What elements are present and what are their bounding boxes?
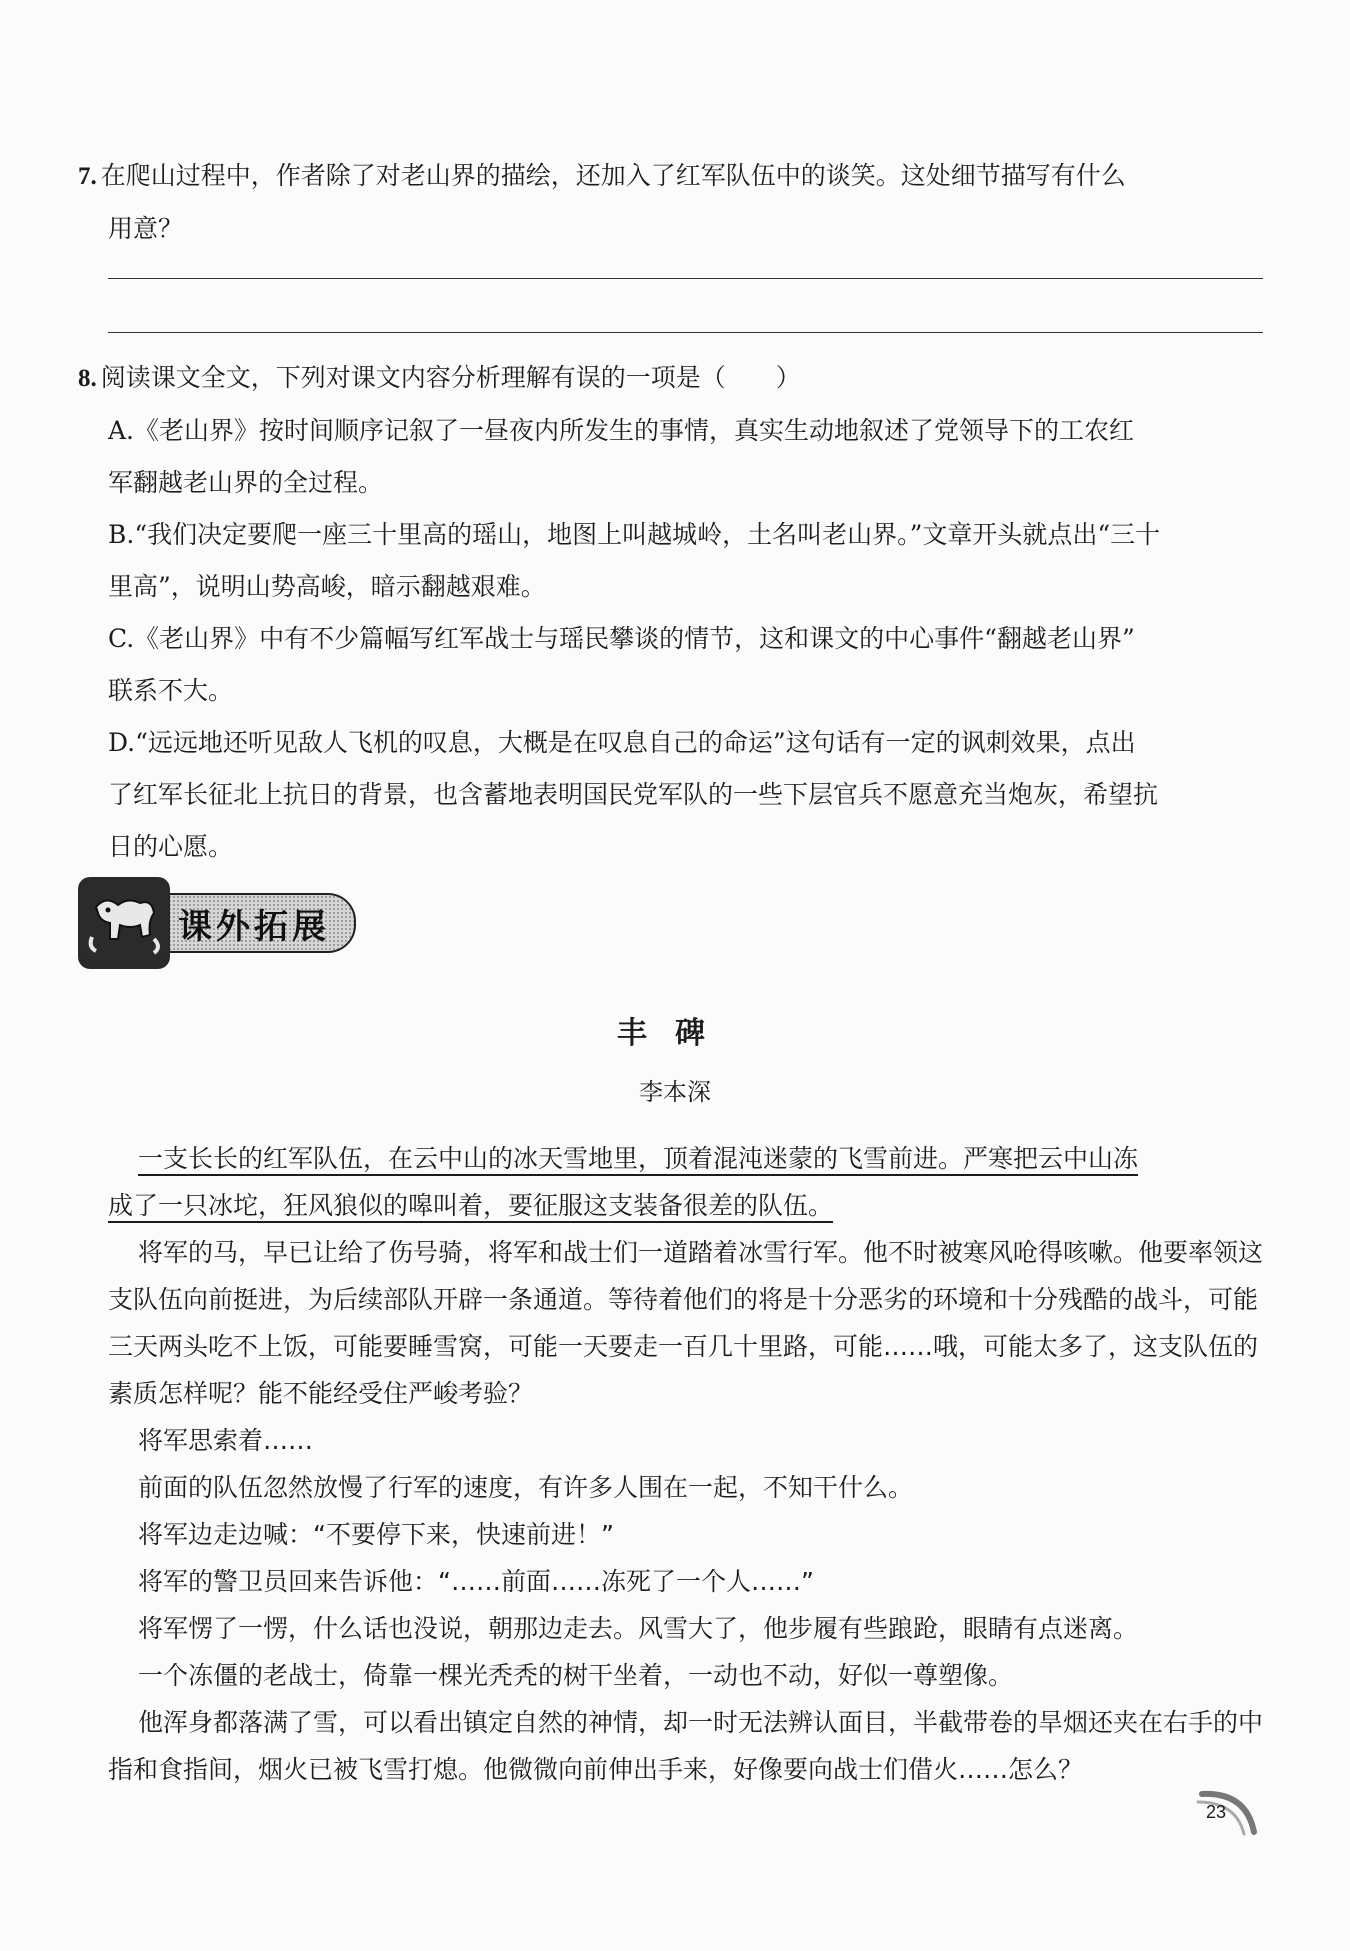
question-8-number: 8. xyxy=(78,365,97,392)
question-7-text-line1: 在爬山过程中，作者除了对老山界的描绘，还加入了红军队伍中的谈笑。这处细节描写有什么 xyxy=(100,161,1126,190)
paragraph-4: 前面的队伍忽然放慢了行军的速度，有许多人围在一起，不知干什么。 xyxy=(138,1473,914,1502)
answer-line-1[interactable] xyxy=(108,278,1263,279)
option-c-line1: C.《老山界》中有不少篇幅写红军战士与瑶民攀谈的情节，这和课文的中心事件“翻越老山界” xyxy=(108,624,1135,653)
option-d[interactable] xyxy=(78,717,1263,873)
question-7-text-line2: 用意？ xyxy=(108,214,184,243)
ox-seal-icon xyxy=(78,877,170,969)
question-8 xyxy=(78,352,1263,873)
option-d-line3: 日的心愿。 xyxy=(108,832,234,861)
question-8-stem: 阅读课文全文，下列对课文内容分析理解有误的一项是（ ） xyxy=(100,363,801,392)
paragraph-1 xyxy=(108,1135,1263,1182)
question-7 xyxy=(78,150,1263,255)
option-a-line2: 军翻越老山界的全过程。 xyxy=(108,468,384,497)
option-b[interactable] xyxy=(78,509,1263,613)
page-number: 23 xyxy=(1206,1802,1227,1822)
paragraph-8: 一个冻僵的老战士，倚靠一棵光秃秃的树干坐着，一动也不动，好似一尊塑像。 xyxy=(138,1661,1014,1690)
paragraph-9: 他浑身都落满了雪，可以看出镇定自然的神情，却一时无法辨认面目，半截带卷的旱烟还夹在右手的中指和食指间，烟火已被飞雪打熄。他微微向前伸出手来，好像要向战士们借火……怎么？ xyxy=(108,1708,1264,1784)
page-number-area xyxy=(1196,1788,1266,1838)
paragraph-6: 将军的警卫员回来告诉他：“……前面……冻死了一个人……” xyxy=(138,1567,814,1596)
paragraph-3: 将军思索着…… xyxy=(138,1426,314,1455)
paragraph-5: 将军边走边喊：“不要停下来，快速前进！” xyxy=(138,1520,614,1549)
option-c-line2: 联系不大。 xyxy=(108,676,234,705)
section-label: 课外拓展 xyxy=(178,907,330,947)
question-7-number: 7. xyxy=(78,163,97,190)
option-c[interactable] xyxy=(78,613,1263,717)
paragraph-7: 将军愣了一愣，什么话也没说，朝那边走去。风雪大了，他步履有些踉跄，眼睛有点迷离。 xyxy=(138,1614,1139,1643)
article-author: 李本深 xyxy=(639,1078,711,1106)
option-d-line2: 了红军长征北上抗日的背景，也含蓄地表明国民党军队的一些下层官兵不愿意充当炮灰，希望抗 xyxy=(108,780,1159,809)
option-b-line1: B.“我们决定要爬一座三十里高的瑶山，地图上叫越城岭，土名叫老山界。”文章开头就点出“三十 xyxy=(108,520,1161,549)
option-d-line1: D.“远远地还听见敌人飞机的叹息，大概是在叹息自己的命运”这句话有一定的讽刺效果，点出 xyxy=(108,728,1136,757)
paragraph-2: 将军的马，早已让给了伤号骑，将军和战士们一道踏着冰雪行军。他不时被寒风呛得咳嗽。他要率领这支队伍向前挺进，为后续部队开辟一条通道。等待着他们的将是十分恶劣的环境和十分残酷的战斗，可能三天两头吃不上饭，可能要睡雪窝，可能一天要走一百几十里路，可能……哦，可能太多了，这支队伍的素质怎样呢？能不能经受住严峻考验？ xyxy=(108,1238,1264,1408)
option-a-line1: A.《老山界》按时间顺序记叙了一昼夜内所发生的事情，真实生动地叙述了党领导下的工农红 xyxy=(108,416,1135,445)
article-body xyxy=(108,1135,1263,1793)
paragraph-1-line1: 一支长长的红军队伍，在云中山的冰天雪地里，顶着混沌迷蒙的飞雪前进。严寒把云中山冻 xyxy=(138,1144,1139,1173)
article-title: 丰碑 xyxy=(617,1016,733,1051)
option-a[interactable] xyxy=(78,405,1263,509)
option-b-line2: 里高”，说明山势高峻，暗示翻越艰难。 xyxy=(108,572,546,601)
section-badge xyxy=(78,877,358,969)
paragraph-1-line2: 成了一只冰坨，狂风狼似的嗥叫着，要征服这支装备很差的队伍。 xyxy=(108,1191,834,1220)
answer-line-2[interactable] xyxy=(108,332,1263,333)
paragraph-1-cont xyxy=(108,1182,1263,1229)
